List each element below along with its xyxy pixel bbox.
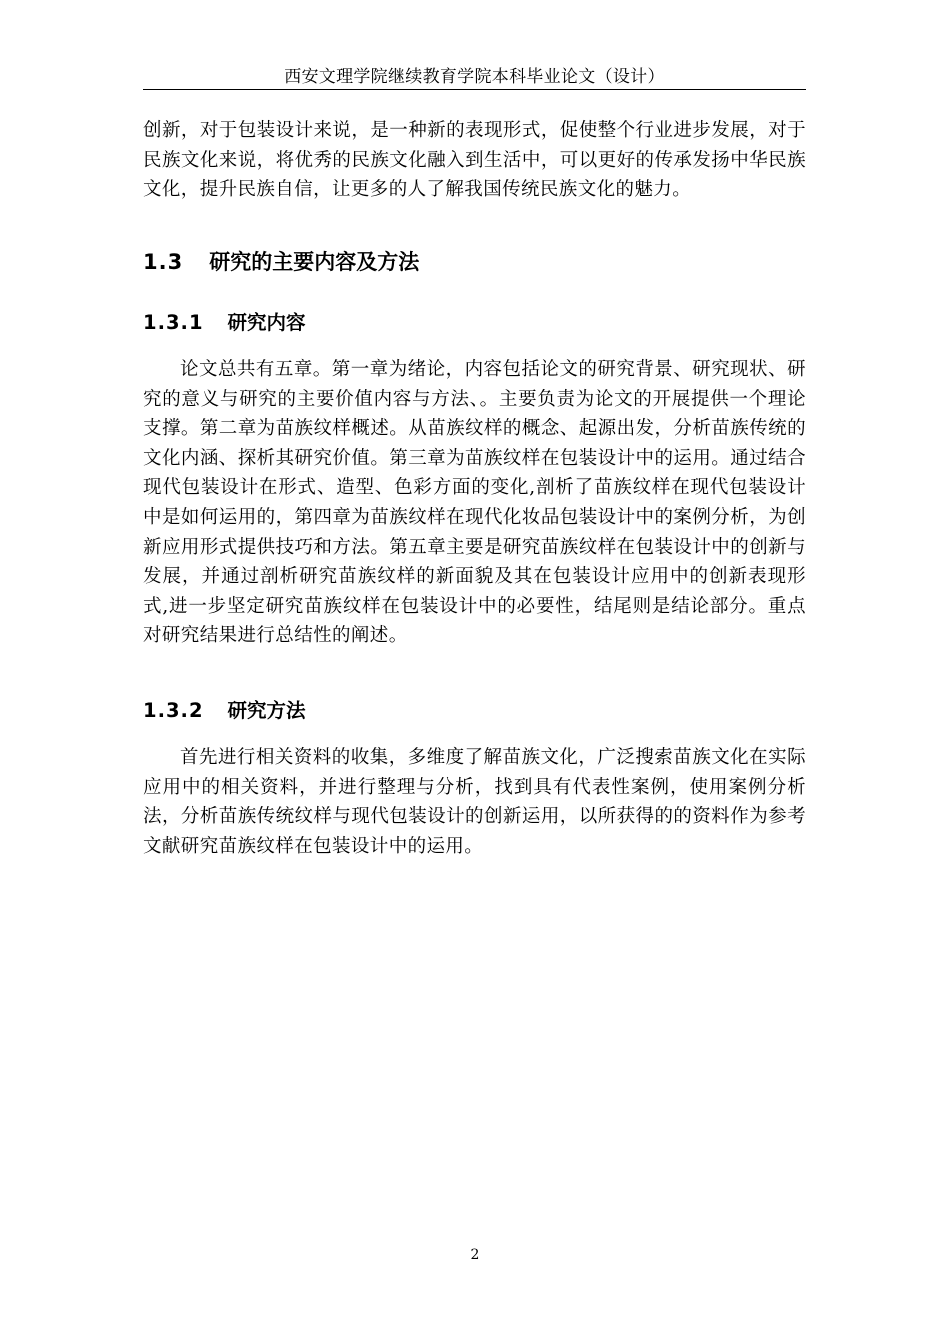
- subsection-heading-2: [143, 698, 306, 724]
- section-title: 研究的主要内容及方法: [209, 250, 420, 274]
- subsection-heading-1: [143, 310, 306, 336]
- subsection-title: 研究内容: [227, 311, 306, 334]
- section-number: 1.3: [143, 250, 184, 274]
- subsection-title: 研究方法: [227, 699, 306, 722]
- intro-paragraph: 创新，对于包装设计来说，是一种新的表现形式，促使整个行业进步发展，对于民族文化来说，将优秀的民族文化融入到生活中，可以更好的传承发扬中华民族文化，提升民族自信，让更多的人了解我国传统民族文化的魅力。: [143, 120, 806, 201]
- content-paragraph: 论文总共有五章。第一章为绪论，内容包括论文的研究背景、研究现状、研究的意义与研究的主要价值内容与方法、。主要负责为论文的开展提供一个理论支撑。第二章为苗族纹样概述。从苗族纹样的概念、起源出发，分析苗族传统的文化内涵、探析其研究价值。第三章为苗族纹样在包装设计中的运用。通过结合现代包装设计在形式、造型、色彩方面的变化,剖析了苗族纹样在现代包装设计中是如何运用的，第四章为苗族纹样在现代化妆品包装设计中的案例分析，为创新应用形式提供技巧和方法。第五章主要是研究苗族纹样在包装设计中的创新与发展，并通过剖析研究苗族纹样的新面貌及其在包装设计应用中的创新表现形式,进一步坚定研究苗族纹样在包装设计中的必要性，结尾则是结论部分。重点对研究结果进行总结性的阐述。: [143, 359, 806, 647]
- page-number: 2: [470, 1247, 480, 1263]
- section-heading: [143, 248, 419, 276]
- header-rule: [143, 89, 806, 90]
- running-header: 西安文理学院继续教育学院本科毕业论文（设计）: [284, 67, 665, 87]
- methods-paragraph: 首先进行相关资料的收集，多维度了解苗族文化，广泛搜索苗族文化在实际应用中的相关资料，并进行整理与分析，找到具有代表性案例，使用案例分析法，分析苗族传统纹样与现代包装设计的创新运用，以所获得的的资料作为参考文献研究苗族纹样在包装设计中的运用。: [143, 747, 806, 857]
- subsection-number: 1.3.2: [143, 699, 204, 722]
- subsection-number: 1.3.1: [143, 311, 204, 334]
